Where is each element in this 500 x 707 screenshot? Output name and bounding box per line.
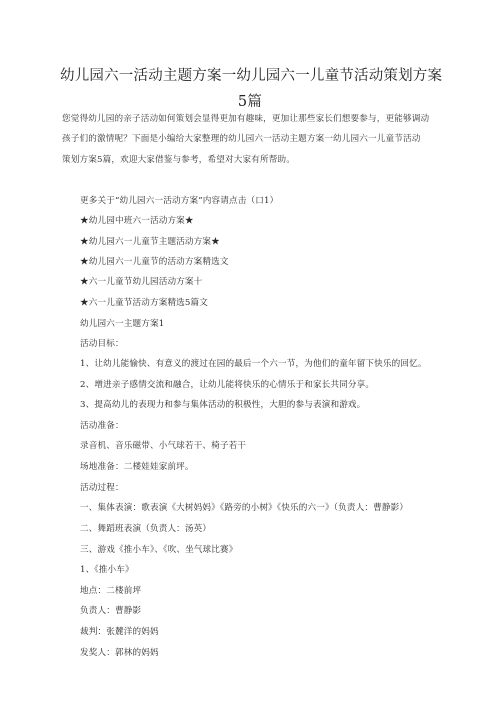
- prep-items: 录音机、音乐磁带、小气球若干、椅子若干: [80, 441, 247, 451]
- process-step-2: 二、舞蹈班表演（负责人：汤英）: [80, 524, 212, 534]
- game-title: 1、《推小车》: [80, 565, 134, 575]
- goal-item-2: 2、增进亲子感情交流和融合，让幼儿能将快乐的心情乐于和家长共同分享。: [80, 380, 375, 390]
- venue-prep: 场地准备：二楼娃娃家前坪。: [80, 462, 194, 472]
- process-step-1: 一、集体表演：歌表演《大树妈妈》《路旁的小树》《快乐的六一》（负责人：曹静影）: [80, 503, 409, 513]
- game-manager: 负责人：曹静影: [80, 606, 142, 616]
- more-link-line[interactable]: 更多关于“幼儿园六一活动方案”内容请点击（口1）: [80, 196, 279, 206]
- document-title-line-1: 幼儿园六一活动主题方案一幼儿园六一儿童节活动策划方案: [60, 68, 443, 84]
- intro-line-3: 策划方案5篇，欢迎大家借鉴与参考，希望对大家有所帮助。: [62, 155, 295, 165]
- process-label: 活动过程：: [80, 483, 124, 493]
- goal-item-1: 1、让幼儿能愉快、有意义的渡过在园的最后一个六一节，为他们的童年留下快乐的回忆。: [80, 359, 427, 369]
- goal-item-3: 3、提高幼儿的表现力和参与集体活动的积极性，大胆的参与表演和游戏。: [80, 400, 366, 410]
- related-link-5[interactable]: ★六一儿童节活动方案精选5篇文: [80, 298, 209, 308]
- related-link-3[interactable]: ★幼儿园六一儿童节的活动方案精选文: [80, 257, 229, 267]
- intro-line-2: 孩子们的激情呢？下面是小编给大家整理的幼儿园六一活动主题方案一幼儿园六一儿童节活动: [62, 134, 421, 144]
- game-referee: 裁判：张麓洋的妈妈: [80, 627, 159, 637]
- related-link-2[interactable]: ★幼儿园六一儿童节主题活动方案★: [80, 237, 220, 247]
- related-link-4[interactable]: ★六一儿童节幼儿园活动方案十: [80, 277, 203, 287]
- game-location: 地点：二楼前坪: [80, 586, 142, 596]
- document-title-line-2: 5篇: [237, 94, 263, 110]
- goals-label: 活动目标：: [80, 339, 124, 349]
- process-step-3: 三、游戏《推小车》、《吹、坐气球比赛》: [80, 545, 238, 555]
- prep-label: 活动准备：: [80, 421, 124, 431]
- game-award-presenter: 发奖人：郭林的妈妈: [80, 648, 159, 658]
- related-link-1[interactable]: ★幼儿园中班六一活动方案★: [80, 216, 194, 226]
- intro-line-1: 您觉得幼儿园的亲子活动如何策划会显得更加有趣味，更加让那些家长们想要参与，更能够调动: [62, 114, 430, 124]
- section-heading: 幼儿园六一主题方案1: [80, 319, 165, 329]
